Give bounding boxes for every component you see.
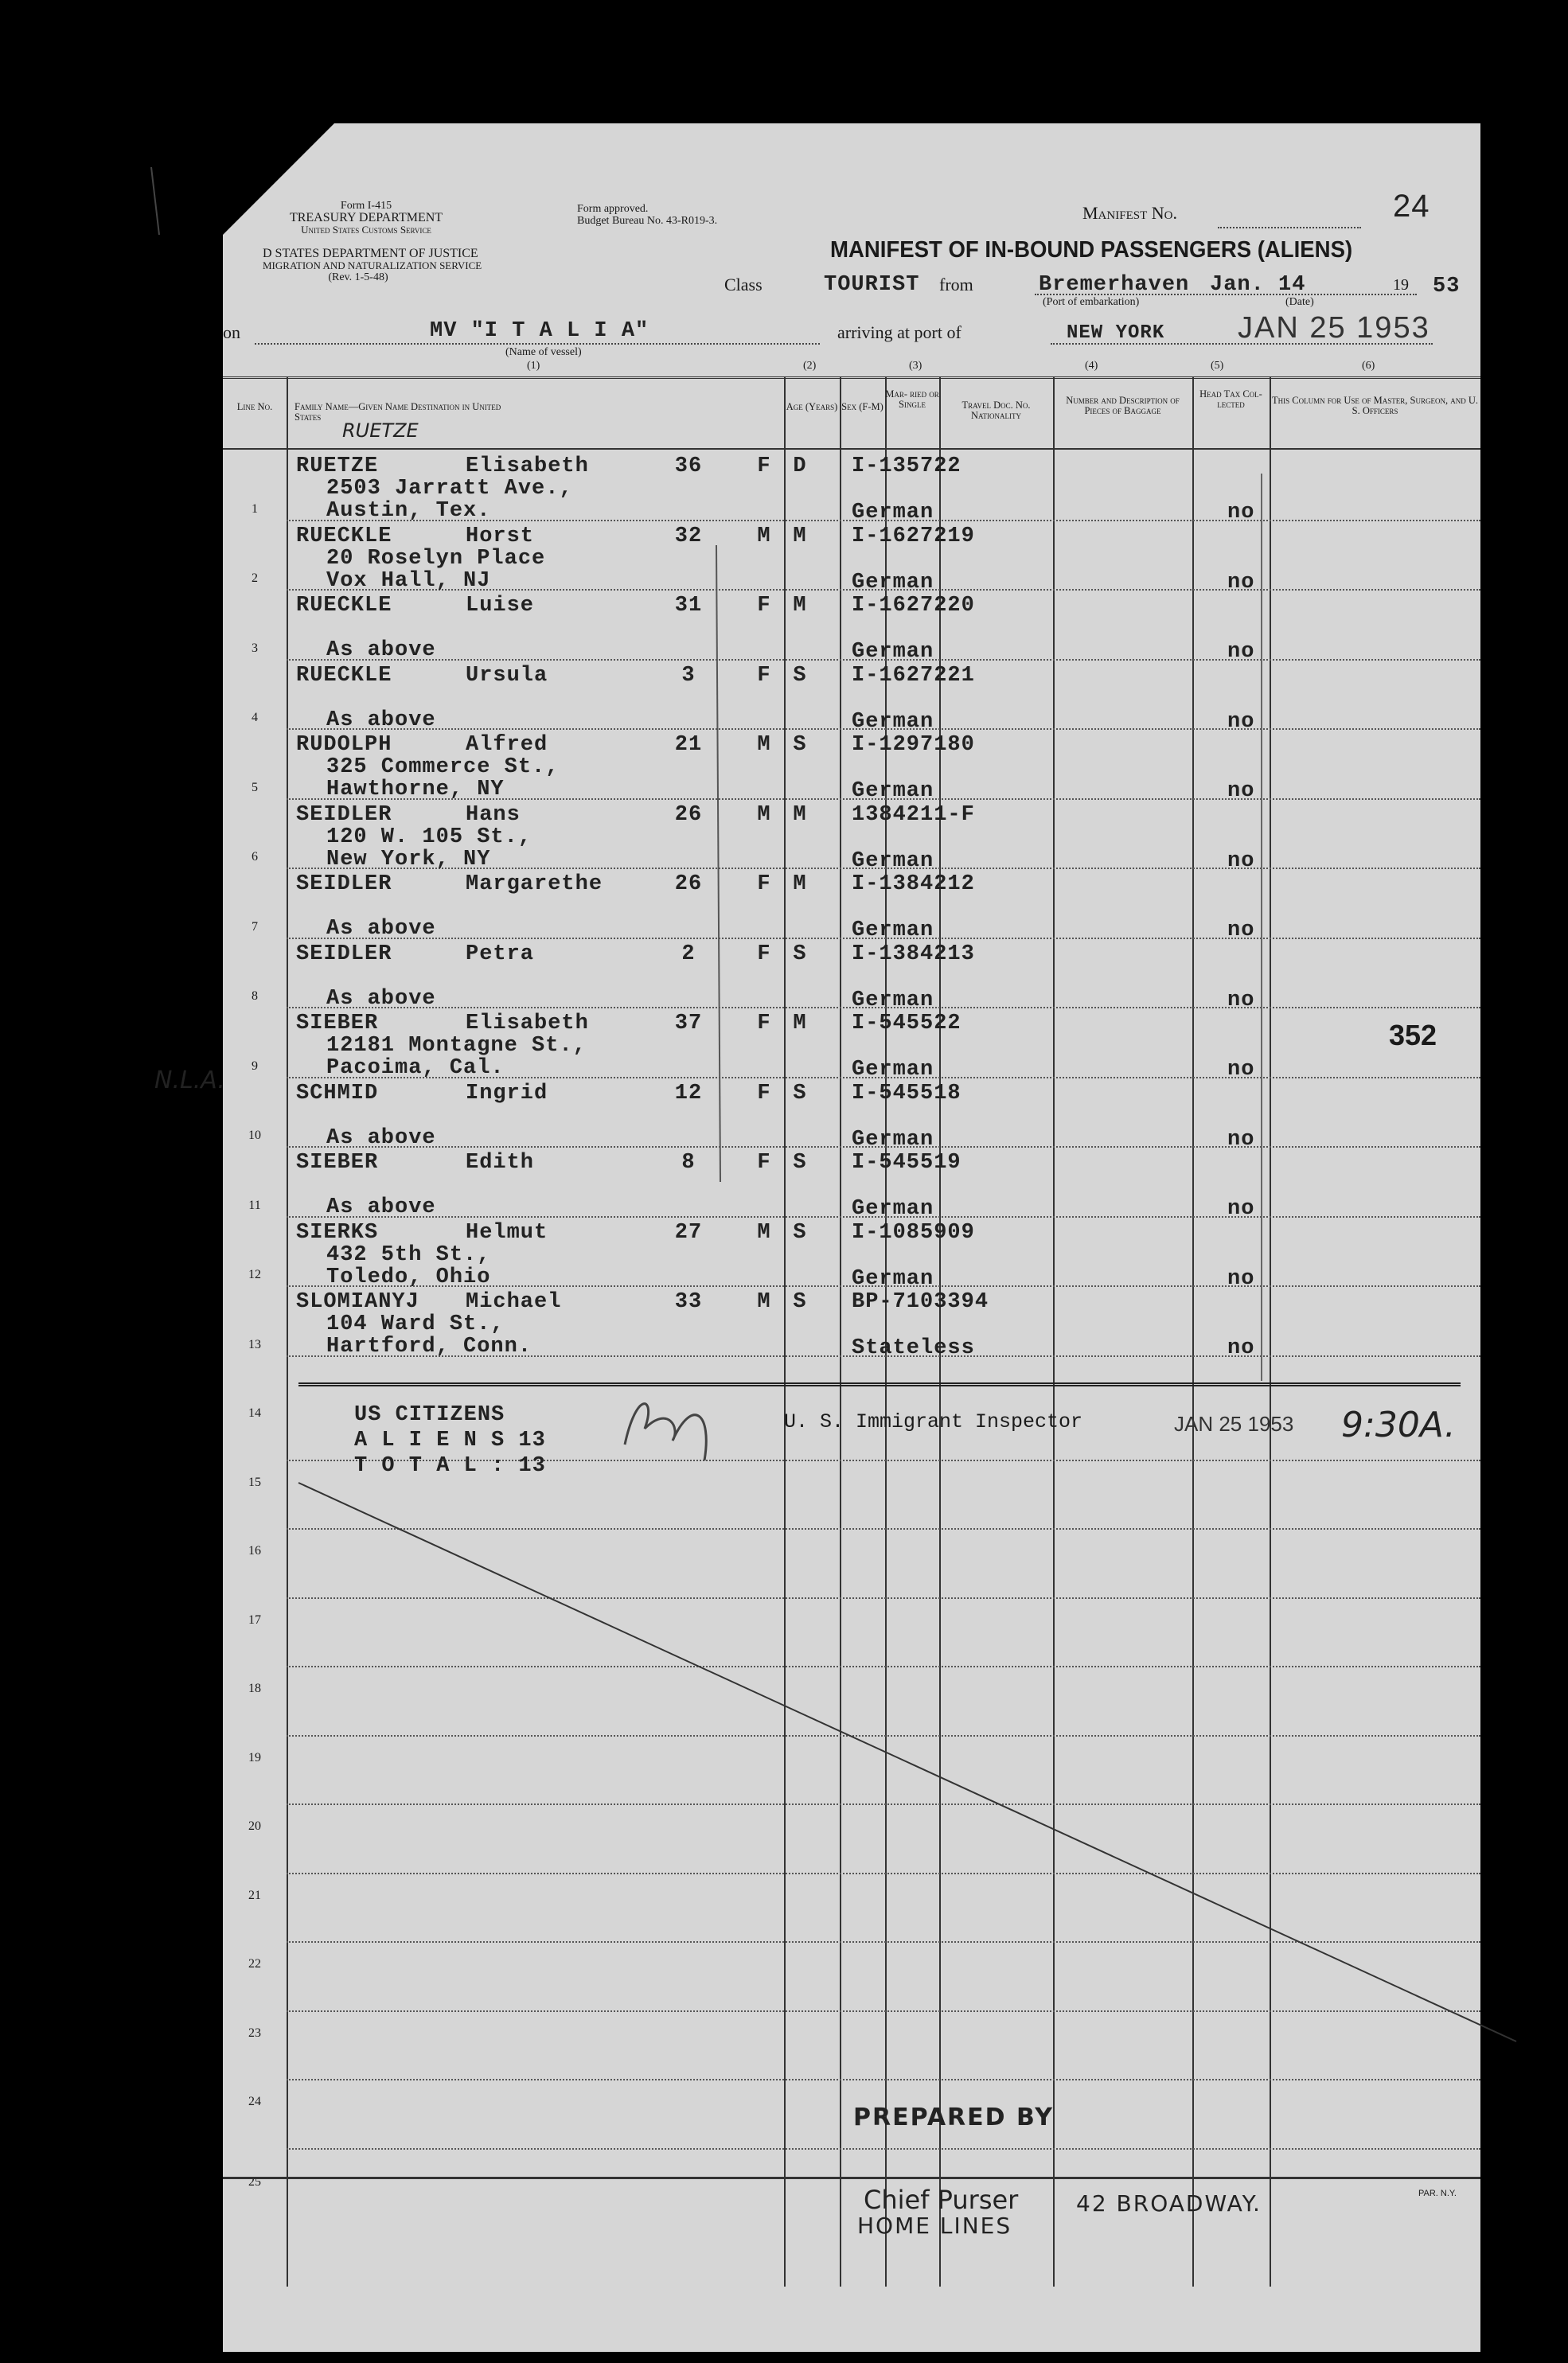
nationality: German bbox=[852, 848, 934, 873]
nationality: German bbox=[852, 779, 934, 803]
nationality: German bbox=[852, 501, 934, 524]
family-name: SEIDLER bbox=[296, 942, 392, 966]
age-value: 27 bbox=[674, 1220, 703, 1245]
inspection-time: 9:30A. bbox=[1341, 1405, 1456, 1445]
date-caption: (Date) bbox=[1285, 296, 1314, 308]
colnum-4: (4) bbox=[1085, 360, 1098, 372]
nationality: German bbox=[852, 988, 934, 1012]
address-line-1: 2503 Jarratt Ave., bbox=[326, 477, 573, 501]
given-name: Hans bbox=[466, 802, 521, 827]
travel-doc-number: I-545518 bbox=[852, 1081, 961, 1105]
hdr-age: Age (Years) bbox=[786, 401, 838, 412]
head-tax: no bbox=[1227, 1266, 1255, 1291]
form-number: Form I-415 bbox=[340, 200, 392, 212]
marital-status: D bbox=[793, 454, 807, 478]
line-number: 8 bbox=[252, 989, 258, 1003]
given-name: Petra bbox=[466, 942, 535, 966]
marital-status: S bbox=[793, 1290, 807, 1314]
nationality: Stateless bbox=[852, 1336, 975, 1360]
address-line-2: Toledo, Ohio bbox=[326, 1265, 491, 1289]
sex-value: M bbox=[757, 1220, 771, 1245]
age-value: 36 bbox=[674, 454, 703, 478]
line-number: 4 bbox=[252, 711, 258, 724]
punch-hole bbox=[183, 683, 220, 719]
page-notch bbox=[223, 123, 334, 235]
age-value: 26 bbox=[674, 872, 703, 896]
line-number: 14 bbox=[248, 1406, 261, 1420]
line-number: 7 bbox=[252, 919, 258, 934]
year-prefix: 19 bbox=[1393, 276, 1409, 294]
chief-purser: Chief Purser bbox=[864, 2185, 1019, 2215]
travel-doc-number: I-1627219 bbox=[852, 524, 975, 548]
line-number: 13 bbox=[248, 1337, 261, 1351]
address-line-2: As above bbox=[326, 708, 436, 732]
family-name: SLOMIANYJ bbox=[296, 1290, 419, 1314]
embarkation-port: Bremerhaven bbox=[1039, 273, 1190, 297]
sex-value: F bbox=[757, 942, 771, 966]
line-number: 16 bbox=[248, 1544, 261, 1558]
family-name: RUECKLE bbox=[296, 594, 392, 618]
customs-name: United States Customs Service bbox=[301, 224, 431, 236]
printer-mark: PAR. N.Y. bbox=[1418, 2189, 1457, 2198]
line-number: 3 bbox=[252, 641, 258, 655]
head-tax: no bbox=[1227, 1058, 1255, 1082]
family-name: SCHMID bbox=[296, 1081, 379, 1105]
line-number: 18 bbox=[248, 1682, 261, 1695]
travel-doc-number: I-545522 bbox=[852, 1012, 961, 1035]
arrival-stamp-date: JAN 25 1953 bbox=[1238, 311, 1430, 345]
age-value: 33 bbox=[674, 1290, 703, 1314]
manifest-number: 24 bbox=[1393, 189, 1430, 224]
marital-status: S bbox=[793, 942, 807, 966]
class-value: TOURIST bbox=[824, 273, 920, 297]
nationality: German bbox=[852, 570, 934, 595]
punch-hole bbox=[183, 1640, 220, 1676]
travel-doc-number: I-1085909 bbox=[852, 1220, 975, 1245]
age-value: 8 bbox=[681, 1151, 696, 1175]
given-name: Helmut bbox=[466, 1220, 548, 1245]
line-number: 5 bbox=[252, 780, 258, 794]
line-number: 1 bbox=[252, 501, 258, 516]
nationality: German bbox=[852, 640, 934, 664]
sex-value: M bbox=[757, 733, 771, 757]
head-tax: no bbox=[1227, 1336, 1255, 1360]
age-value: 26 bbox=[674, 802, 703, 827]
hdr-head-tax: Head Tax Col- lected bbox=[1199, 388, 1262, 410]
nationality: German bbox=[852, 1058, 934, 1082]
line-number: 21 bbox=[248, 1888, 261, 1902]
sex-value: F bbox=[757, 594, 771, 618]
family-name: SIERKS bbox=[296, 1220, 379, 1245]
given-name: Elisabeth bbox=[466, 454, 589, 478]
budget-number: Budget Bureau No. 43-R019-3. bbox=[577, 215, 718, 227]
address-line-2: As above bbox=[326, 638, 436, 662]
arrival-port: NEW YORK bbox=[1067, 322, 1165, 344]
hdr-baggage: Number and Description of Pieces of Baggage bbox=[1066, 395, 1180, 416]
sex-value: F bbox=[757, 1151, 771, 1175]
hdr-married: Mar- ried or Single bbox=[885, 388, 939, 410]
marital-status: S bbox=[793, 733, 807, 757]
head-tax: no bbox=[1227, 709, 1255, 734]
colnum-1: (1) bbox=[527, 360, 540, 372]
family-name: RUECKLE bbox=[296, 524, 392, 548]
class-label: Class bbox=[724, 275, 763, 294]
address-line-1: 12181 Montagne St., bbox=[326, 1034, 587, 1058]
address-line-1: 432 5th St., bbox=[326, 1242, 491, 1267]
given-name: Elisabeth bbox=[466, 1012, 589, 1035]
marital-status: S bbox=[793, 1151, 807, 1175]
prepared-by: PREPARED BY bbox=[853, 2104, 1054, 2131]
address-line-2: Pacoima, Cal. bbox=[326, 1056, 505, 1080]
head-tax: no bbox=[1227, 1127, 1255, 1152]
line-number: 10 bbox=[248, 1129, 261, 1142]
line-number: 12 bbox=[248, 1268, 261, 1281]
manifest-title: MANIFEST OF IN-BOUND PASSENGERS (ALIENS) bbox=[830, 237, 1353, 263]
address-line-1: 120 W. 105 St., bbox=[326, 825, 532, 849]
family-name: SIEBER bbox=[296, 1151, 379, 1175]
address-line-2: Vox Hall, NJ bbox=[326, 568, 491, 593]
line-number: 9 bbox=[252, 1059, 258, 1073]
from-label: from bbox=[939, 275, 973, 294]
nationality: German bbox=[852, 918, 934, 942]
marital-status: S bbox=[793, 1220, 807, 1245]
company-name: HOME LINES bbox=[857, 2213, 1012, 2239]
head-tax: no bbox=[1227, 1197, 1255, 1221]
marital-status: M bbox=[793, 1012, 807, 1035]
marital-status: M bbox=[793, 524, 807, 548]
punch-hole bbox=[183, 314, 220, 351]
age-value: 21 bbox=[674, 733, 703, 757]
given-name: Ursula bbox=[466, 663, 548, 688]
purser-address: 42 BROADWAY. bbox=[1076, 2190, 1262, 2217]
us-citizens-count: US CITIZENS bbox=[354, 1403, 505, 1427]
handwritten-ruetze: RUETZE bbox=[342, 419, 419, 442]
sex-value: F bbox=[757, 663, 771, 688]
address-line-2: As above bbox=[326, 1195, 436, 1219]
table-bottom-rule bbox=[223, 2177, 1480, 2179]
given-name: Ingrid bbox=[466, 1081, 548, 1105]
cancel-line bbox=[298, 1483, 1516, 2041]
punch-hole bbox=[183, 805, 220, 842]
marital-status: M bbox=[793, 594, 807, 618]
family-name: SEIDLER bbox=[296, 872, 392, 896]
address-line-2: As above bbox=[326, 917, 436, 941]
line-number: 6 bbox=[252, 850, 258, 864]
arriving-label: arriving at port of bbox=[837, 322, 961, 342]
sex-value: M bbox=[757, 802, 771, 827]
address-line-2: Austin, Tex. bbox=[326, 499, 491, 523]
pen-marks bbox=[223, 123, 1480, 2352]
sex-value: F bbox=[757, 872, 771, 896]
given-name: Luise bbox=[466, 594, 535, 618]
colnum-3: (3) bbox=[909, 360, 922, 372]
family-name: SEIDLER bbox=[296, 802, 392, 827]
nationality: German bbox=[852, 1266, 934, 1291]
travel-doc-number: I-1384212 bbox=[852, 872, 975, 896]
age-value: 37 bbox=[674, 1012, 703, 1035]
age-value: 32 bbox=[674, 524, 703, 548]
family-name: RUECKLE bbox=[296, 663, 392, 688]
inspector-signature bbox=[625, 1404, 706, 1460]
age-value: 2 bbox=[681, 942, 696, 966]
travel-doc-number: BP-7103394 bbox=[852, 1290, 989, 1314]
hdr-name: Family Name—Given Name Destination in United States bbox=[294, 401, 501, 423]
colnum-5: (5) bbox=[1211, 360, 1224, 372]
colnum-2: (2) bbox=[803, 360, 817, 372]
line-number: 11 bbox=[248, 1198, 261, 1212]
sex-value: F bbox=[757, 1081, 771, 1105]
total-count: T O T A L : 13 bbox=[354, 1454, 546, 1478]
justice-dept: D STATES DEPARTMENT OF JUSTICE bbox=[263, 247, 478, 260]
marital-status: M bbox=[793, 872, 807, 896]
rev-date: (Rev. 1-5-48) bbox=[328, 271, 388, 283]
vessel-caption: (Name of vessel) bbox=[505, 346, 582, 358]
inspector-stamp-date: JAN 25 1953 bbox=[1174, 1412, 1294, 1436]
line-number: 25 bbox=[248, 2174, 261, 2189]
hdr-sex: Sex (F-M) bbox=[841, 401, 883, 412]
officer-number: 352 bbox=[1389, 1019, 1437, 1051]
line-number: 22 bbox=[248, 1957, 261, 1971]
on-label: on bbox=[223, 322, 240, 342]
travel-doc-number: I-1384213 bbox=[852, 942, 975, 966]
marital-status: S bbox=[793, 1081, 807, 1105]
age-value: 3 bbox=[681, 663, 696, 688]
address-line-2: New York, NY bbox=[326, 847, 491, 872]
given-name: Alfred bbox=[466, 733, 548, 757]
line-number: 19 bbox=[248, 1750, 261, 1764]
hdr-travel: Travel Doc. No. Nationality bbox=[961, 400, 1031, 421]
line-number: 2 bbox=[252, 571, 258, 585]
punch-hole bbox=[183, 2085, 220, 2122]
given-name: Edith bbox=[466, 1151, 535, 1175]
travel-doc-number: I-1297180 bbox=[852, 733, 975, 757]
address-line-1: 104 Ward St., bbox=[326, 1312, 505, 1336]
line-number: 24 bbox=[248, 2095, 261, 2108]
line-number: 20 bbox=[248, 1819, 261, 1833]
line-number: 15 bbox=[248, 1475, 261, 1489]
line-number: 17 bbox=[248, 1612, 261, 1627]
manifest-no-label: Manifest No. bbox=[1082, 203, 1177, 223]
nla-note: N.L.A. bbox=[154, 1066, 225, 1094]
form-approved: Form approved. bbox=[577, 203, 649, 215]
address-line-2: Hartford, Conn. bbox=[326, 1335, 532, 1359]
dept-name: TREASURY DEPARTMENT bbox=[289, 211, 443, 224]
inspector-label: U. S. Immigrant Inspector bbox=[784, 1410, 1083, 1433]
family-name: RUDOLPH bbox=[296, 733, 392, 757]
sex-value: F bbox=[757, 454, 771, 478]
travel-doc-number: I-1627221 bbox=[852, 663, 975, 688]
hdr-officers: This Column for Use of Master, Surgeon, and U. S. Officers bbox=[1272, 395, 1478, 416]
age-pen-line bbox=[716, 545, 720, 1182]
hdr-line-no: Line No. bbox=[236, 401, 273, 412]
sex-value: M bbox=[757, 524, 771, 548]
address-line-2: Hawthorne, NY bbox=[326, 778, 505, 801]
aliens-count: A L I E N S 13 bbox=[354, 1429, 546, 1453]
family-name: RUETZE bbox=[296, 454, 379, 478]
sex-value: F bbox=[757, 1012, 771, 1035]
travel-doc-number: I-545519 bbox=[852, 1151, 961, 1175]
head-tax: no bbox=[1227, 988, 1255, 1012]
given-name: Michael bbox=[466, 1290, 562, 1314]
head-tax: no bbox=[1227, 779, 1255, 803]
manifest-page bbox=[154, 123, 1480, 2352]
nationality: German bbox=[852, 1197, 934, 1221]
travel-doc-number: I-1627220 bbox=[852, 594, 975, 618]
sex-value: M bbox=[757, 1290, 771, 1314]
colnum-6: (6) bbox=[1362, 360, 1375, 372]
port-caption: (Port of embarkation) bbox=[1043, 296, 1140, 308]
travel-doc-number: I-135722 bbox=[852, 454, 961, 478]
head-tax: no bbox=[1227, 640, 1255, 664]
year-value: 53 bbox=[1433, 275, 1461, 298]
line-number: 23 bbox=[248, 2026, 261, 2040]
address-line-2: As above bbox=[326, 1125, 436, 1150]
travel-doc-number: 1384211-F bbox=[852, 802, 975, 827]
age-value: 12 bbox=[674, 1081, 703, 1105]
ins-name: MIGRATION AND NATURALIZATION SERVICE bbox=[263, 259, 482, 271]
marital-status: M bbox=[793, 802, 807, 827]
head-tax: no bbox=[1227, 848, 1255, 873]
punch-hole bbox=[183, 1480, 220, 1517]
family-name: SIEBER bbox=[296, 1012, 379, 1035]
marital-status: S bbox=[793, 663, 807, 688]
head-tax: no bbox=[1227, 918, 1255, 942]
embarkation-date: Jan. 14 bbox=[1210, 273, 1306, 297]
head-tax: no bbox=[1227, 501, 1255, 524]
head-tax: no bbox=[1227, 570, 1255, 595]
nationality: German bbox=[852, 709, 934, 734]
given-name: Margarethe bbox=[466, 872, 603, 896]
address-line-1: 20 Roselyn Place bbox=[326, 546, 546, 571]
address-line-1: 325 Commerce St., bbox=[326, 755, 560, 779]
vessel-name: MV "I T A L I A" bbox=[430, 319, 649, 343]
nationality: German bbox=[852, 1127, 934, 1152]
address-line-2: As above bbox=[326, 986, 436, 1011]
given-name: Horst bbox=[466, 524, 535, 548]
age-value: 31 bbox=[674, 594, 703, 618]
corner-mark bbox=[151, 167, 159, 235]
